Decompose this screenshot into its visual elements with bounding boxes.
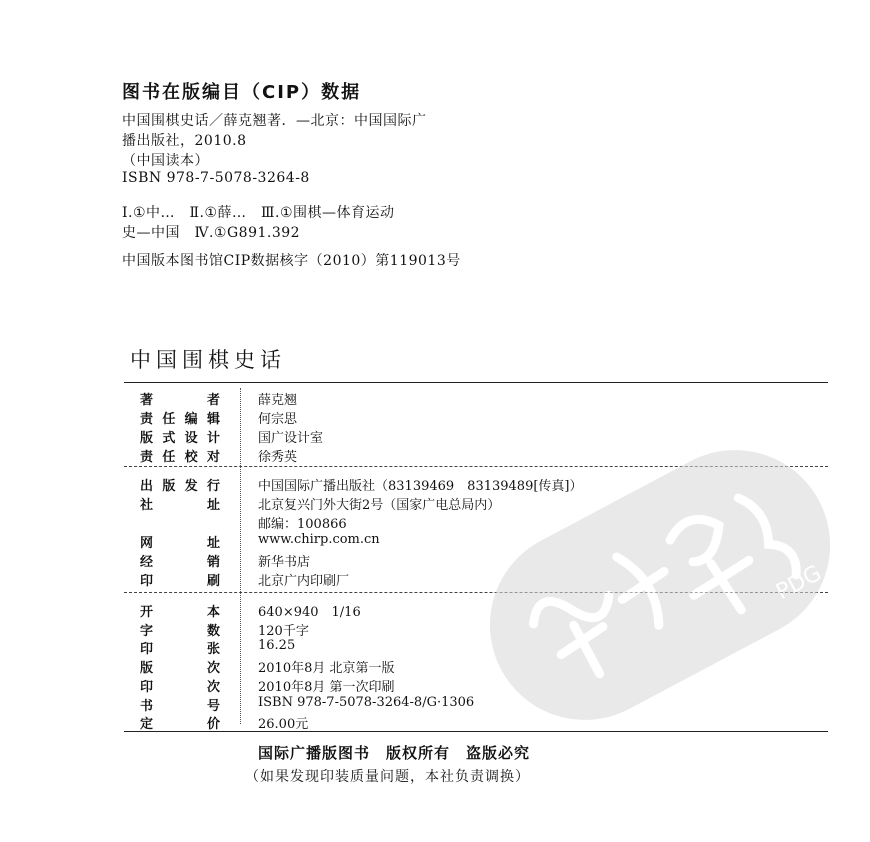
credits-value: 何宗思 [258, 412, 298, 427]
credits-label [140, 408, 220, 427]
label-char: 字 [140, 623, 154, 639]
column-separator [240, 388, 241, 724]
specs-value: ISBN 978-7-5078-3264-8/G·1306 [258, 694, 475, 710]
specs-label [140, 620, 220, 639]
label-char: 号 [206, 698, 220, 714]
label-char: 任 [162, 412, 176, 427]
specs-label [140, 713, 220, 732]
label-char: 式 [162, 431, 176, 446]
specs-label [140, 638, 220, 657]
publishing-label [140, 475, 220, 494]
credits-value: 薛克翘 [258, 393, 298, 408]
label-char: 本 [206, 605, 220, 620]
label-char: 计 [206, 431, 220, 446]
cip-line-1: 中国围棋史话／薛克翘著．—北京：中国国际广 [122, 113, 427, 129]
label-char: 版 [162, 479, 176, 494]
label-char: 辑 [206, 412, 220, 427]
quality-notice: （如果发现印装质量问题，本社负责调换） [245, 769, 530, 785]
publishing-value: 中国国际广播出版社（83139469 83139489[传真]） [258, 479, 583, 494]
credits-label [140, 389, 220, 408]
label-char: 对 [206, 450, 220, 465]
label-char: 定 [140, 717, 154, 733]
publishing-value: 北京复兴门外大街2号（国家广电总局内） [258, 498, 501, 513]
label-char: 者 [206, 393, 220, 408]
label-char: 社 [140, 498, 154, 513]
specs-value: 120千字 [258, 623, 309, 639]
specs-label [140, 676, 220, 695]
label-char: 刷 [206, 574, 220, 589]
publishing-label [140, 532, 220, 551]
label-char: 出 [140, 479, 154, 494]
publishing-value: 邮编：100866 [258, 517, 347, 532]
specs-value: 640×940 1/16 [258, 605, 361, 620]
label-char: 销 [206, 555, 220, 570]
label-char: 印 [140, 679, 154, 695]
specs-value: 16.25 [258, 638, 296, 654]
label-char: 发 [184, 479, 198, 494]
label-char: 任 [162, 450, 176, 465]
specs-value: 2010年8月 北京第一版 [258, 661, 395, 677]
label-char: 印 [140, 642, 154, 658]
bottom-rule [124, 731, 828, 732]
cip-line-2: 播出版社，2010.8 [122, 133, 247, 149]
publishing-label [140, 551, 220, 570]
label-char: 经 [140, 555, 154, 570]
specs-label [140, 601, 220, 620]
book-title: 中国围棋史话 [130, 348, 286, 372]
publishing-label [140, 570, 220, 589]
copyright-notice: 国际广播版图书 版权所有 盗版必究 [258, 744, 531, 762]
credits-label [140, 446, 220, 465]
specs-value: 26.00元 [258, 717, 309, 733]
publishing-value: www.chirp.com.cn [258, 532, 380, 547]
credits-label [140, 427, 220, 446]
label-char: 价 [206, 717, 220, 733]
publishing-value: 新华书店 [258, 555, 311, 570]
label-char: 次 [206, 661, 220, 677]
cip-line-6: 史—中国 Ⅳ.①G891.392 [122, 225, 301, 241]
cip-line-3: （中国读本） [122, 153, 209, 169]
watermark-stamp [438, 394, 870, 775]
publishing-label [140, 494, 220, 513]
label-char: 开 [140, 605, 154, 620]
cip-line-5: Ⅰ.①中… Ⅱ.①薛… Ⅲ.①围棋—体育运动 [122, 205, 395, 221]
label-char: 址 [206, 498, 220, 513]
cip-heading: 图书在版编目（CIP）数据 [122, 82, 362, 103]
label-char: 版 [140, 431, 154, 446]
label-char: 址 [206, 536, 220, 551]
specs-label [140, 657, 220, 676]
specs-value: 2010年8月 第一次印刷 [258, 679, 395, 695]
label-char: 编 [184, 412, 198, 427]
label-char: 网 [140, 536, 154, 551]
label-char: 行 [206, 479, 220, 494]
label-char: 数 [206, 623, 220, 639]
credits-value: 徐秀英 [258, 450, 298, 465]
label-char: 著 [140, 393, 154, 408]
credits-value: 国广设计室 [258, 431, 324, 446]
cip-line-4: ISBN 978-7-5078-3264-8 [122, 170, 310, 186]
publishing-value: 北京广内印刷厂 [258, 574, 350, 589]
watermark-text: PDG [772, 560, 826, 606]
label-char: 设 [184, 431, 198, 446]
label-char: 印 [140, 574, 154, 589]
label-char: 次 [206, 679, 220, 695]
label-char: 责 [140, 412, 154, 427]
label-char: 校 [184, 450, 198, 465]
label-char: 张 [206, 642, 220, 658]
specs-label [140, 695, 220, 714]
cip-line-7: 中国版本图书馆CIP数据核字（2010）第119013号 [122, 253, 461, 269]
top-rule [124, 382, 828, 383]
label-char: 书 [140, 698, 154, 714]
label-char: 责 [140, 450, 154, 465]
label-char: 版 [140, 661, 154, 677]
